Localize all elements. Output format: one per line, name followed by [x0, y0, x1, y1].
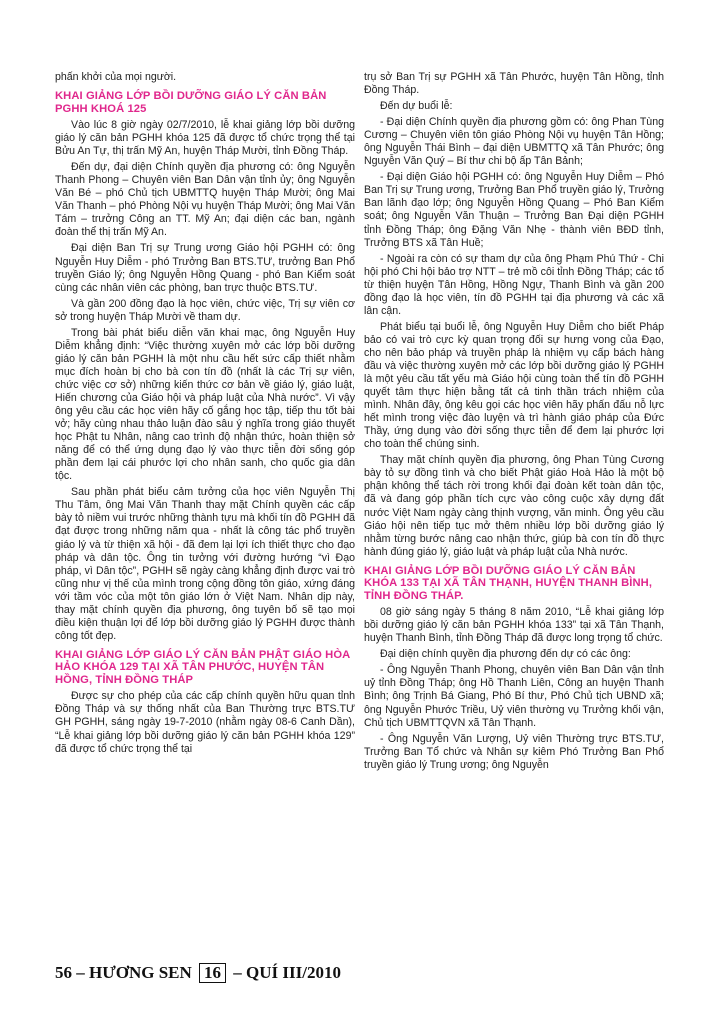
- paragraph: Phát biểu tại buổi lễ, ông Nguyễn Huy Diễm cho biết Pháp bảo có vai trò cực kỳ quan trọng đối sự hưng vong của Đạo, cho nên bảo pháp và truyền pháp là nhiệm vụ cấp bách hàng đầu và việc thường xuyên mở các lớp bồi dưỡng giáo lý PGHH là một yêu cầu tất yếu mà Giáo hội cùng toàn thể tín đồ PGHH quyết tâm thực hiện bằng tất cả tinh thần trách nhiệm của mình. Nhân đây, ông kêu gọi các học viên hãy phấn đấu nỗ lực hết mình trong việc đào luyện và trì hành giáo pháp của Đức Thầy, ứng dụng vào đời sống thực tiễn để đem lại phước lợi cho toàn thể chúng sinh.: [364, 320, 664, 451]
- magazine-title: HƯƠNG SEN: [89, 963, 192, 982]
- paragraph: Và gần 200 đồng đạo là học viên, chức việc, Trị sự viên cơ sở trong huyện Tháp Mười về tham dự.: [55, 297, 355, 323]
- paragraph: Đến dự buổi lễ:: [380, 100, 453, 113]
- right-column: [364, 71, 664, 775]
- paragraph: Thay mặt chính quyền địa phương, ông Phan Tùng Cương bày tỏ sự đồng tình và cho biết Phật giáo Hoà Hảo là một bộ phận không thể tách rời trong khối đại đoàn kết toàn dân tộc, đã và đang góp phần tích cực vào công cuộc xây dựng đất nước Việt Nam ngày càng thịnh vượng, văn minh. Ông yêu cầu Giáo hội nên tiếp tục mở thêm nhiều lớp bồi dưỡng giáo lý nhằm từng bước nâng cao nhận thức, giúp bà con tín đồ thực hành đúng giáo lý, giáo luật và pháp luật của Nhà nước.: [364, 454, 664, 558]
- paragraph: Sau phần phát biểu cảm tưởng của học viên Nguyễn Thị Thu Tâm, ông Mai Văn Thanh thay mặt Chính quyền các cấp bày tỏ niềm vui trước những thành tựu mà khối tín đồ PGHH đã đạt được trong những năm qua - nhất là công tác phổ truyền giáo lý và từ thiện xã hội - đã đem lại lợi ích thiết thực cho đạo pháp và dân tộc. Ông tin tưởng với đường hướng “vì Đạo pháp, vì Dân tộc”, PGHH sẽ ngày càng khẳng định được vai trò cũng như vị thế của mình trong cộng đồng tôn giáo, xứng đáng với tầm vóc của một tôn giáo lớn ở Việt Nam. Nhân dịp này, thay mặt chính quyền địa phương, ông tuyên bố sẽ tạo mọi điều kiện thuận lợi để lớp bồi dưỡng giáo lý PGHH được thành công tốt đẹp.: [55, 486, 355, 642]
- paragraph: Đến dự, đại diện Chính quyền địa phương có: ông Nguyễn Thanh Phong – Chuyên viên Ban Dân vận tỉnh ủy; ông Nguyễn Văn Bé – phó Chủ tịch UBMTTQ huyện Tháp Mười; ông Mai Văn Thanh – phó Phòng Nội vụ huyện Tháp Mười; ông Mai Văn Tám – trưởng Công an TT. Mỹ An; đại diện các ban, ngành đoàn thể thị trấn Mỹ An.: [55, 161, 355, 239]
- paragraph: - Đại diện Chính quyền địa phương gồm có: ông Phan Tùng Cương – Chuyên viên tôn giáo Phòng Nội vụ huyện Tân Hồng; ông Nguyễn Thái Bình – đại diện UBMTTQ xã Tân Phước; ông Nguyễn Văn Quý – Bí thư chi bộ ấp Tân Bảnh;: [364, 116, 664, 168]
- article-heading: KHAI GIẢNG LỚP GIÁO LÝ CĂN BẢN PHẬT GIÁO HÒA HẢO KHÓA 129 TẠI XÃ TÂN PHƯỚC, HUYỆN TÂN HỒNG, TỈNH ĐỒNG THÁP: [55, 648, 350, 686]
- article-heading: KHAI GIẢNG LỚP BỒI DƯỠNG GIÁO LÝ CĂN BẢN KHÓA 133 TẠI XÃ TÂN THẠNH, HUYỆN THANH BÌNH, TỈNH ĐỒNG THÁP.: [364, 564, 653, 602]
- paragraph: 08 giờ sáng ngày 5 tháng 8 năm 2010, “Lễ khai giảng lớp bồi dưỡng giáo lý căn bản PGHH khóa 133” tại xã Tân Thạnh, huyện Thanh Bình, tỉnh Đồng Tháp đã được long trọng tổ chức.: [364, 606, 664, 645]
- paragraph: Đại diện Ban Trị sự Trung ương Giáo hội PGHH có: ông Nguyễn Huy Diễm - phó Trưởng Ban BTS.TƯ, trưởng Ban Phổ truyền Giáo lý; ông Nguyễn Hồng Quang - phó Ban Kiểm soát cùng các nhân viên các phòng, ban trực thuộc BTS.TƯ.: [55, 242, 355, 294]
- article-heading: KHAI GIẢNG LỚP BỒI DƯỠNG GIÁO LÝ CĂN BẢN PGHH KHOÁ 125: [55, 90, 327, 115]
- left-column: [55, 71, 355, 759]
- paragraph: - Ngoài ra còn có sự tham dự của ông Phạm Phú Thứ - Chi hội phó Chi hội bảo trợ NTT – trẻ mồ côi tỉnh Đồng Tháp; các tổ từ thiện huyện Tân Hồng, Hồng Ngự, Thanh Bình và gần 200 đồng đạo là học viên, tín đồ PGHH tại địa phương và các xã lân cận.: [364, 252, 664, 317]
- page-footer: [55, 963, 341, 983]
- paragraph: - Đại diện Giáo hội PGHH có: ông Nguyễn Huy Diễm – Phó Ban Trị sự Trung ương, Trưởng Ban Phổ truyền giáo lý, Trưởng Ban lãnh đạo lớp; ông Nguyễn Hồng Quang – Phó Ban Kiểm soát; ông Nguyễn Văn Thuận – Trưởng Ban Đại diện PGHH tỉnh Đồng Tháp; ông Đặng Văn Nhẹ - thành viên BĐD tỉnh, Trưởng BTS xã Tân Huề;: [364, 171, 664, 249]
- paragraph: - Ông Nguyễn Thanh Phong, chuyên viên Ban Dân vận tỉnh uỷ tỉnh Đồng Tháp; ông Hồ Thanh Liên, Công an huyện Thanh Bình; ông Trịnh Bá Giang, Phó Bí thư, Phó Chủ tịch UBND xã; ông Nguyễn Phước Triều, Uỷ viên thường vụ Trưởng khối vận, Chủ tịch UBMTTQVN xã Tân Thạnh.: [364, 664, 664, 729]
- paragraph: phấn khởi của mọi người.: [55, 71, 177, 83]
- paragraph: Vào lúc 8 giờ ngày 02/7/2010, lễ khai giảng lớp bồi dưỡng giáo lý căn bản PGHH khóa 125 đã được tổ chức trọng thể tại Bửu An Tự, thị trấn Mỹ An, huyện Tháp Mười, tỉnh Đồng Tháp.: [55, 119, 355, 158]
- paragraph: Được sự cho phép của các cấp chính quyền hữu quan tỉnh Đồng Tháp và sự thống nhất của Ban Thường trực BTS.TƯ GH PGHH, sáng ngày 19-7-2010 (nhằm ngày 08-6 Canh Dần), “Lễ khai giảng lớp bồi dưỡng giáo lý căn bản PGHH khóa 129” đã được tổ chức trọng thể tại: [55, 690, 355, 755]
- issue-number-box: 16: [199, 963, 226, 983]
- issue-period: QUÍ III/2010: [246, 963, 341, 982]
- paragraph: - Ông Nguyễn Văn Lượng, Uỷ viên Thường trực BTS.TƯ, Trưởng Ban Tổ chức và Nhân sự kiêm Phó Trưởng Ban Phổ truyền giáo lý Trung ương; ông Nguyễn: [364, 732, 664, 771]
- footer-separator: –: [76, 963, 89, 982]
- paragraph: Đại diện chính quyền địa phương đến dự có các ông:: [380, 648, 631, 661]
- paragraph: Trong bài phát biểu diễn văn khai mạc, ông Nguyễn Huy Diễm khẳng định: “Việc thường xuyên mở các lớp bồi dưỡng giáo lý căn bản PGHH là một nhu cầu hết sức cấp thiết nhằm mục đích hoàn bị cho bà con tín đồ (nhất là các Trị sự viên, chức việc cơ sở) những kiến thức cơ bản về giáo lý, giáo luật, Hiến chương của Giáo hội và pháp luật của Nhà nước”. Vì vậy ông yêu cầu các học viên hãy cố gắng học tập, tiếp thu tốt bài vở; hãy cùng nhau thảo luận đào sâu ý nghĩa trong giáo thuyết học Phật tu Nhân, nâng cao trình độ nhận thức, hoàn thiện sở năng để có thể ứng dụng đạo lý vào thực tiễn đời sống góp phần đem lại cái phước lợi cho nhân sanh, cho quốc gia dân tộc.: [55, 326, 355, 483]
- page-number: 56: [55, 963, 72, 982]
- paragraph: trụ sở Ban Trị sự PGHH xã Tân Phước, huyện Tân Hồng, tỉnh Đồng Tháp.: [364, 71, 664, 97]
- footer-separator: –: [233, 963, 247, 982]
